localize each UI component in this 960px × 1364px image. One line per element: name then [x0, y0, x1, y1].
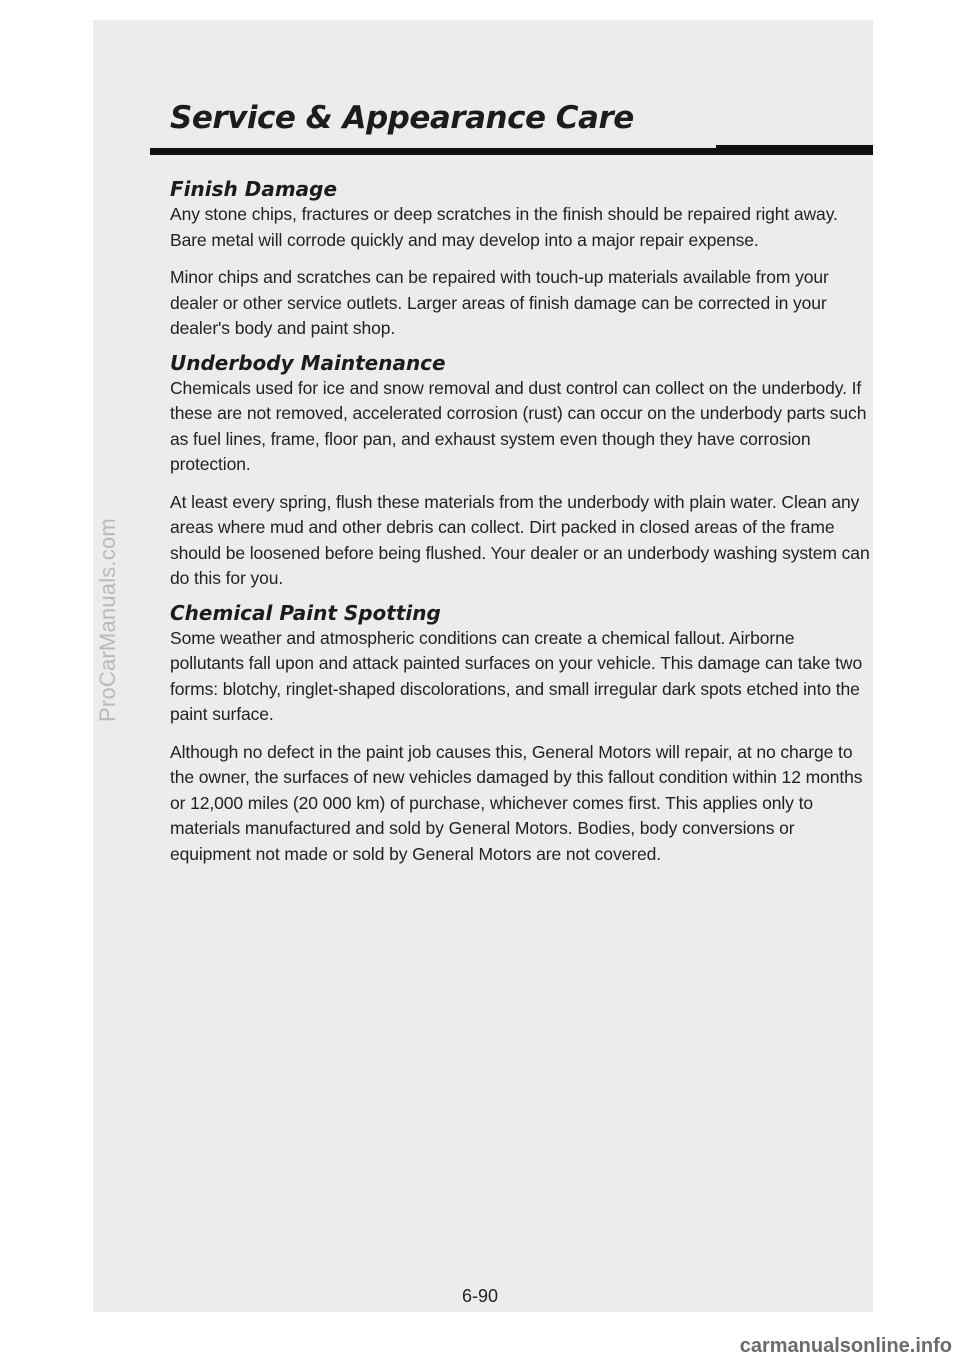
page-number: 6-90: [461, 1286, 499, 1306]
paragraph: Some weather and atmospheric conditions can create a chemical fallout. Airborne pollutants fall upon and attack painted surfaces on your vehicle. This damage can take two forms: blotchy, ringlet-shaped discolorations, and small irregular dark spots etched into the paint surface.: [170, 627, 863, 724]
paragraph: Chemicals used for ice and snow removal and dust control can collect on the underbody. If these are not removed, accelerated corrosion (rust) can occur on the underbody parts such as fuel lines, frame, floor pan, and exhaust system even though they have corrosion protection.: [170, 377, 867, 474]
paragraph: Any stone chips, fractures or deep scratches in the finish should be repaired right away. Bare metal will corrode quickly and may develop into a major repair expense.: [170, 204, 838, 250]
side-watermark: ProCarManuals.com: [95, 518, 120, 722]
section-heading-underbody-maintenance: Underbody Maintenance: [170, 350, 446, 375]
paragraph: At least every spring, flush these materials from the underbody with plain water. Clean any areas where mud and other debris can collect. Dirt packed in closed areas of the frame should be loosened before being flushed. Your dealer or an underbody washing system can do this for you.: [170, 491, 870, 588]
bottom-watermark: carmanualsonline.info: [739, 1335, 952, 1357]
page-content: [170, 176, 870, 867]
section-heading-finish-damage: Finish Damage: [170, 177, 338, 201]
header-rule: [150, 148, 873, 155]
section-heading-chemical-paint-spotting: Chemical Paint Spotting: [170, 600, 441, 625]
chapter-title: Service & Appearance Care: [170, 100, 634, 136]
paragraph: Although no defect in the paint job causes this, General Motors will repair, at no charge to the owner, the surfaces of new vehicles damaged by this fallout condition within 12 months or 12,000 miles (20 000 km) of purchase, whichever comes first. This applies only to materials manufactured and sold by General Motors. Bodies, body conversions or equipment not made or sold by General Motors are not covered.: [170, 741, 863, 864]
paragraph: Minor chips and scratches can be repaired with touch-up materials available from your dealer or other service outlets. Larger areas of finish damage can be corrected in your dealer's body and paint shop.: [170, 267, 829, 338]
